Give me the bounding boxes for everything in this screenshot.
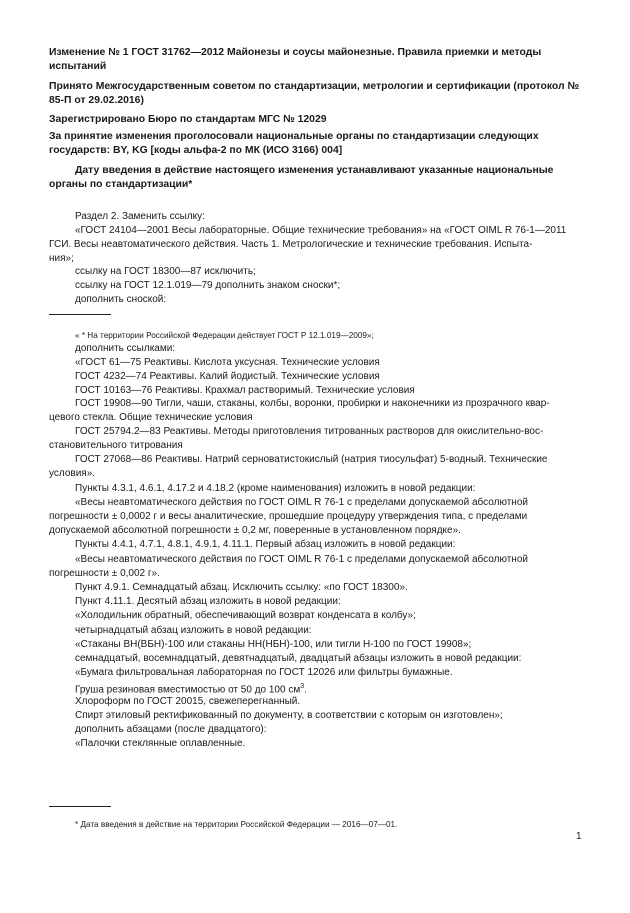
body-line: ГОСТ 4232—74 Реактивы. Калий йодистый. Технические условия [75,371,380,382]
body-line: условия». [49,468,96,479]
body-line: «Палочки стеклянные оплавленные. [75,738,246,749]
body-line: цевого стекла. Общие технические условия [49,412,253,423]
body-line: «Бумага фильтровальная лабораторная по ГОСТ 12026 или фильтры бумажные. [75,667,453,678]
body-line: Пункты 4.3.1, 4.6.1, 4.17.2 и 4.18.2 (кроме наименования) изложить в новой редакции: [75,483,476,494]
body-line: дополнить абзацами (после двадцатого): [75,724,267,735]
body-line [75,680,307,696]
body-line: «ГОСТ 24104—2001 Весы лабораторные. Общие технические требования» на «ГОСТ OIML R 76-1—2011 [75,225,567,236]
body-line: Пункт 4.11.1. Десятый абзац изложить в новой редакции: [75,596,341,607]
body-line: ГОСТ 19908—90 Тигли, чаши, стаканы, колбы, воронки, пробирки и наконечники из прозрачного квар- [75,398,550,409]
body-text: Груша резиновая вместимостью от 50 до 100 см [75,684,301,696]
body-line: «Весы неавтоматического действия по ГОСТ OIML R 76-1 с пределами допускаемой абсолютной [75,554,528,565]
body-line: становительного титрования [49,440,183,451]
body-line: ссылку на ГОСТ 18300—87 исключить; [75,266,256,277]
body-line: Раздел 2. Заменить ссылку: [75,211,205,222]
page-footnote: * Дата введения в действие на территории Российской Федерации — 2016—07—01. [75,820,398,830]
body-line: дополнить сноской: [75,294,167,305]
body-line: Пункты 4.4.1, 4.7.1, 4.8.1, 4.9.1, 4.11.1. Первый абзац изложить в новой редакции: [75,539,456,550]
body-line: «Стаканы ВН(ВБН)-100 или стаканы НН(НБН)-100, или тигли Н-100 по ГОСТ 19908»; [75,639,472,650]
inserted-footnote: « * На территории Российской Федерации действует ГОСТ Р 12.1.019—2009»; [75,331,374,341]
body-line: погрешности ± 0,002 г». [49,568,160,579]
amendment-title: Изменение № 1 ГОСТ 31762—2012 Майонезы и соусы майонезные. Правила приемки и методы испытаний [49,47,542,72]
body-line: ГОСТ 10163—76 Реактивы. Крахмал растворимый. Технические условия [75,385,415,396]
adoption-note: Принято Межгосударственным советом по стандартизации, метрологии и сертификации (протокол № 85-П от 29.02.2016) [49,81,580,106]
body-line: семнадцатый, восемнадцатый, девятнадцатый, двадцатый абзацы изложить в новой редакции: [75,653,522,664]
page-footnote-rule [49,806,111,807]
superscript: 3 [300,683,305,690]
body-line: Хлороформ по ГОСТ 20015, свежеперегнанный. [75,696,301,707]
body-line: погрешности ± 0,0002 г и весы аналитические, прошедшие процедуру утверждения типа, с пределами [49,511,528,522]
body-line: «ГОСТ 61—75 Реактивы. Кислота уксусная. Технические условия [75,357,380,368]
registration-note: Зарегистрировано Бюро по стандартам МГС № 12029 [49,114,327,125]
body-line: ГОСТ 27068—86 Реактивы. Натрий серноватистокислый (натрия тиосульфат) 5-водный. Технические [75,454,548,465]
effective-date-note: Дату введения в действие настоящего изменения устанавливают указанные национальные органы по стандартизации* [49,165,554,190]
body-line: ГОСТ 25794.2—83 Реактивы. Методы приготовления титрованных растворов для окислительно-вос- [75,426,544,437]
footnote-rule [49,314,111,315]
page-number: 1 [576,831,582,842]
body-line: Пункт 4.9.1. Семнадцатый абзац. Исключить ссылку: «по ГОСТ 18300». [75,582,408,593]
voting-note: За принятие изменения проголосовали национальные органы по стандартизации следующих государств: BY, KG [коды альфа-2 по МК (ИСО 3166) 004] [49,131,539,156]
body-line: «Весы неавтоматического действия по ГОСТ OIML R 76-1 с пределами допускаемой абсолютной [75,497,528,508]
body-line: ссылку на ГОСТ 12.1.019—79 дополнить знаком сноски*; [75,280,341,291]
body-line: «Холодильник обратный, обеспечивающий возврат конденсата в колбу»; [75,610,416,621]
body-line: ГСИ. Весы неавтоматического действия. Часть 1. Метрологические и технические требования. Испыта- [49,239,533,250]
body-line: четырнадцатый абзац изложить в новой редакции: [75,625,312,636]
body-line: дополнить ссылками: [75,343,176,354]
body-line: Спирт этиловый ректификованный по документу, в соответствии с которым он изготовлен»; [75,710,503,721]
body-text: . [304,684,307,696]
body-line: ния»; [49,253,74,264]
body-line: допускаемой абсолютной погрешности ± 0,2 мг, поверенные в установленном порядке». [49,525,461,536]
